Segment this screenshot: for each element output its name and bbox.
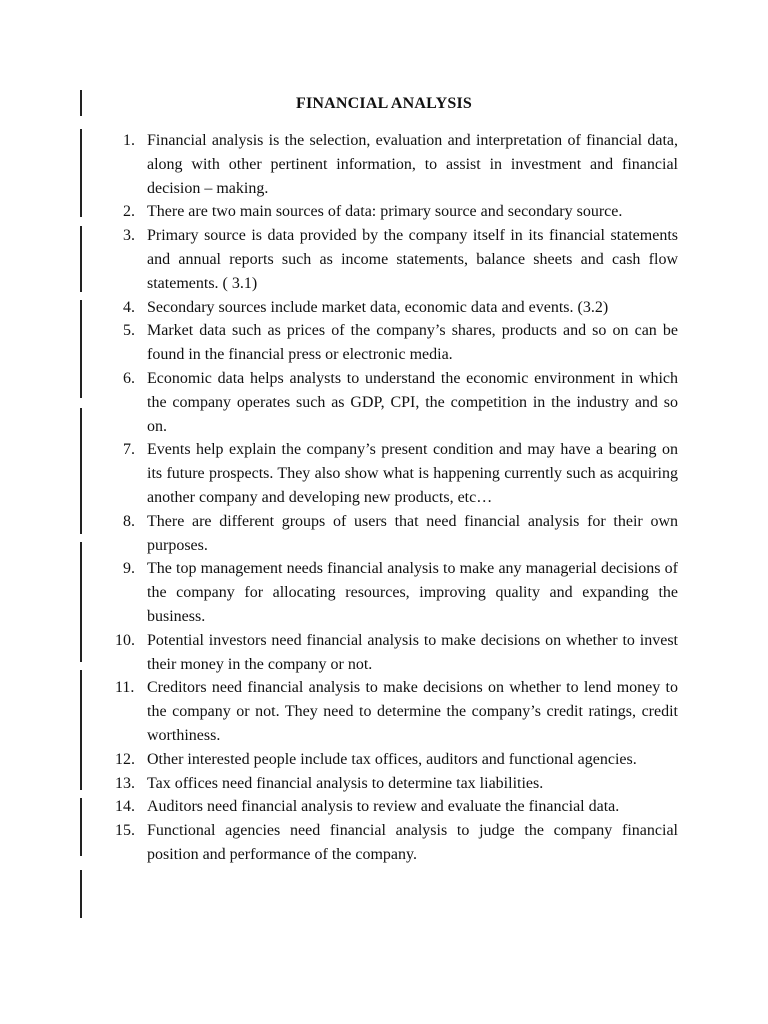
- list-item: [0, 772, 678, 796]
- item-text: There are two main sources of data: primary source and secondary source.: [147, 203, 623, 221]
- list-item: [0, 510, 678, 558]
- numbered-list: [0, 129, 768, 867]
- page-title: FINANCIAL ANALYSIS: [296, 95, 472, 112]
- item-text: There are different groups of users that need financial analysis for their own purposes.: [147, 512, 678, 554]
- item-number: 10.: [115, 631, 135, 649]
- list-item: [0, 795, 678, 819]
- item-number: 12.: [115, 750, 135, 768]
- item-text: Primary source is data provided by the company itself in its financial statements and annual reports such as income statements, balance sheets and cash flow statements. ( 3.1): [147, 227, 678, 292]
- item-number: 7.: [123, 441, 135, 459]
- list-item: [0, 819, 678, 867]
- item-number: 3.: [123, 227, 135, 245]
- item-number: 13.: [115, 774, 135, 792]
- item-text: The top management needs financial analysis to make any managerial decisions of the company for allocating resources, improving quality and expanding the business.: [147, 560, 678, 625]
- item-text: Financial analysis is the selection, evaluation and interpretation of financial data, along with other pertinent information, to assist in investment and financial decision – making.: [147, 132, 678, 197]
- margin-mark: [80, 870, 82, 918]
- list-item: [0, 200, 678, 224]
- item-text: Creditors need financial analysis to make decisions on whether to lend money to the company or not. They need to determine the company’s credit ratings, credit worthiness.: [147, 679, 678, 744]
- item-number: 4.: [123, 298, 135, 316]
- item-number: 8.: [123, 512, 135, 530]
- item-text: Events help explain the company’s present condition and may have a bearing on its future prospects. They also show what is happening currently such as acquiring another company and developing new products, etc…: [147, 441, 678, 506]
- list-item: [0, 676, 678, 747]
- item-text: Market data such as prices of the company’s shares, products and so on can be found in the financial press or electronic media.: [147, 322, 678, 364]
- item-number: 6.: [123, 369, 135, 387]
- list-item: [0, 629, 678, 677]
- item-text: Other interested people include tax offices, auditors and functional agencies.: [147, 750, 637, 768]
- item-text: Potential investors need financial analysis to make decisions on whether to invest their money in the company or not.: [147, 631, 678, 673]
- list-item: [0, 319, 678, 367]
- item-number: 2.: [123, 203, 135, 221]
- item-number: 9.: [123, 560, 135, 578]
- list-item: [0, 367, 678, 438]
- item-number: 5.: [123, 322, 135, 340]
- item-number: 1.: [123, 132, 135, 149]
- list-item: [0, 296, 678, 320]
- list-item: [0, 224, 678, 295]
- item-text: Economic data helps analysts to understand the economic environment in which the company operates such as GDP, CPI, the competition in the industry and so on.: [147, 369, 678, 435]
- item-text: Secondary sources include market data, economic data and events. (3.2): [147, 298, 609, 316]
- item-text: Functional agencies need financial analysis to judge the company financial position and performance of the company.: [147, 822, 678, 863]
- list-item: [0, 557, 678, 628]
- item-text: Tax offices need financial analysis to determine tax liabilities.: [147, 774, 544, 792]
- list-item: [0, 748, 678, 772]
- list-item: [0, 129, 678, 200]
- item-number: 15.: [115, 822, 135, 840]
- item-number: 11.: [115, 679, 135, 697]
- item-text: Auditors need financial analysis to review and evaluate the financial data.: [147, 798, 620, 816]
- item-number: 14.: [115, 798, 135, 816]
- list-item: [0, 438, 678, 509]
